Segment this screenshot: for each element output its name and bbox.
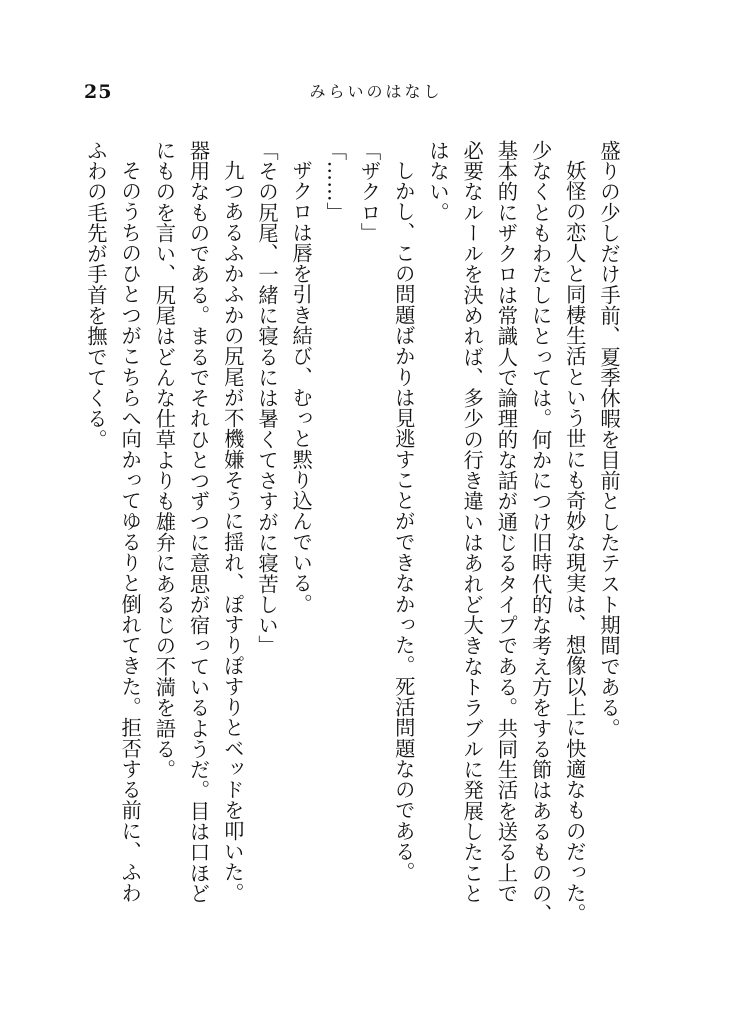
dialogue-line: 「ザクロ」: [357, 140, 382, 244]
running-title: みらいのはなし: [309, 82, 443, 101]
text-line: ザクロは唇を引き結び、むっと黙り込んでいる。: [289, 160, 314, 615]
text-line: 妖怪の恋人と同棲生活という世にも奇妙な現実は、想像以上に快適なものだった。: [562, 160, 587, 924]
body-text: [83, 140, 626, 940]
text-line: はない。: [425, 140, 450, 223]
text-line: そのうちのひとつがこちらへ向かってゆるりと倒れてきた。拒否する前に、ふわ: [118, 160, 143, 904]
text-line: 基本的にザクロは常識人で論理的な話が通じるタイプである。共同生活を送る上で: [494, 140, 519, 904]
text-line: ふわの毛先が手首を撫でてくる。: [83, 140, 108, 450]
text-line: 九つあるふかふかの尻尾が不機嫌そうに揺れ、ぽすりぽすりとベッドを叩いた。: [220, 160, 245, 904]
text-line: 器用なものである。まるでそれひとつずつに意思が宿っているようだ。目は口ほど: [186, 140, 211, 904]
text-line: しかし、この問題ばかりは見逃すことができなかった。死活問題なのである。: [391, 160, 416, 883]
text-line: 少なくともわたしにとっては。何かにつけ旧時代的な考え方をする節はあるものの、: [528, 140, 553, 925]
dialogue-line: 「……」: [323, 140, 348, 223]
text-line: 盛りの少しだけ手前、夏季休暇を目前としたテスト期間である。: [597, 140, 621, 739]
text-line: 必要なルールを決めれば、多少の行き違いはあれど大きなトラブルに発展したこと: [460, 140, 485, 904]
page-number: 25: [84, 81, 113, 103]
text-line: にものを言い、尻尾はどんな仕草よりも雄弁にあるじの不満を語る。: [152, 140, 177, 780]
dialogue-line: 「その尻尾、一緒に寝るには暑くてさすがに寝苦しい」: [254, 140, 279, 656]
